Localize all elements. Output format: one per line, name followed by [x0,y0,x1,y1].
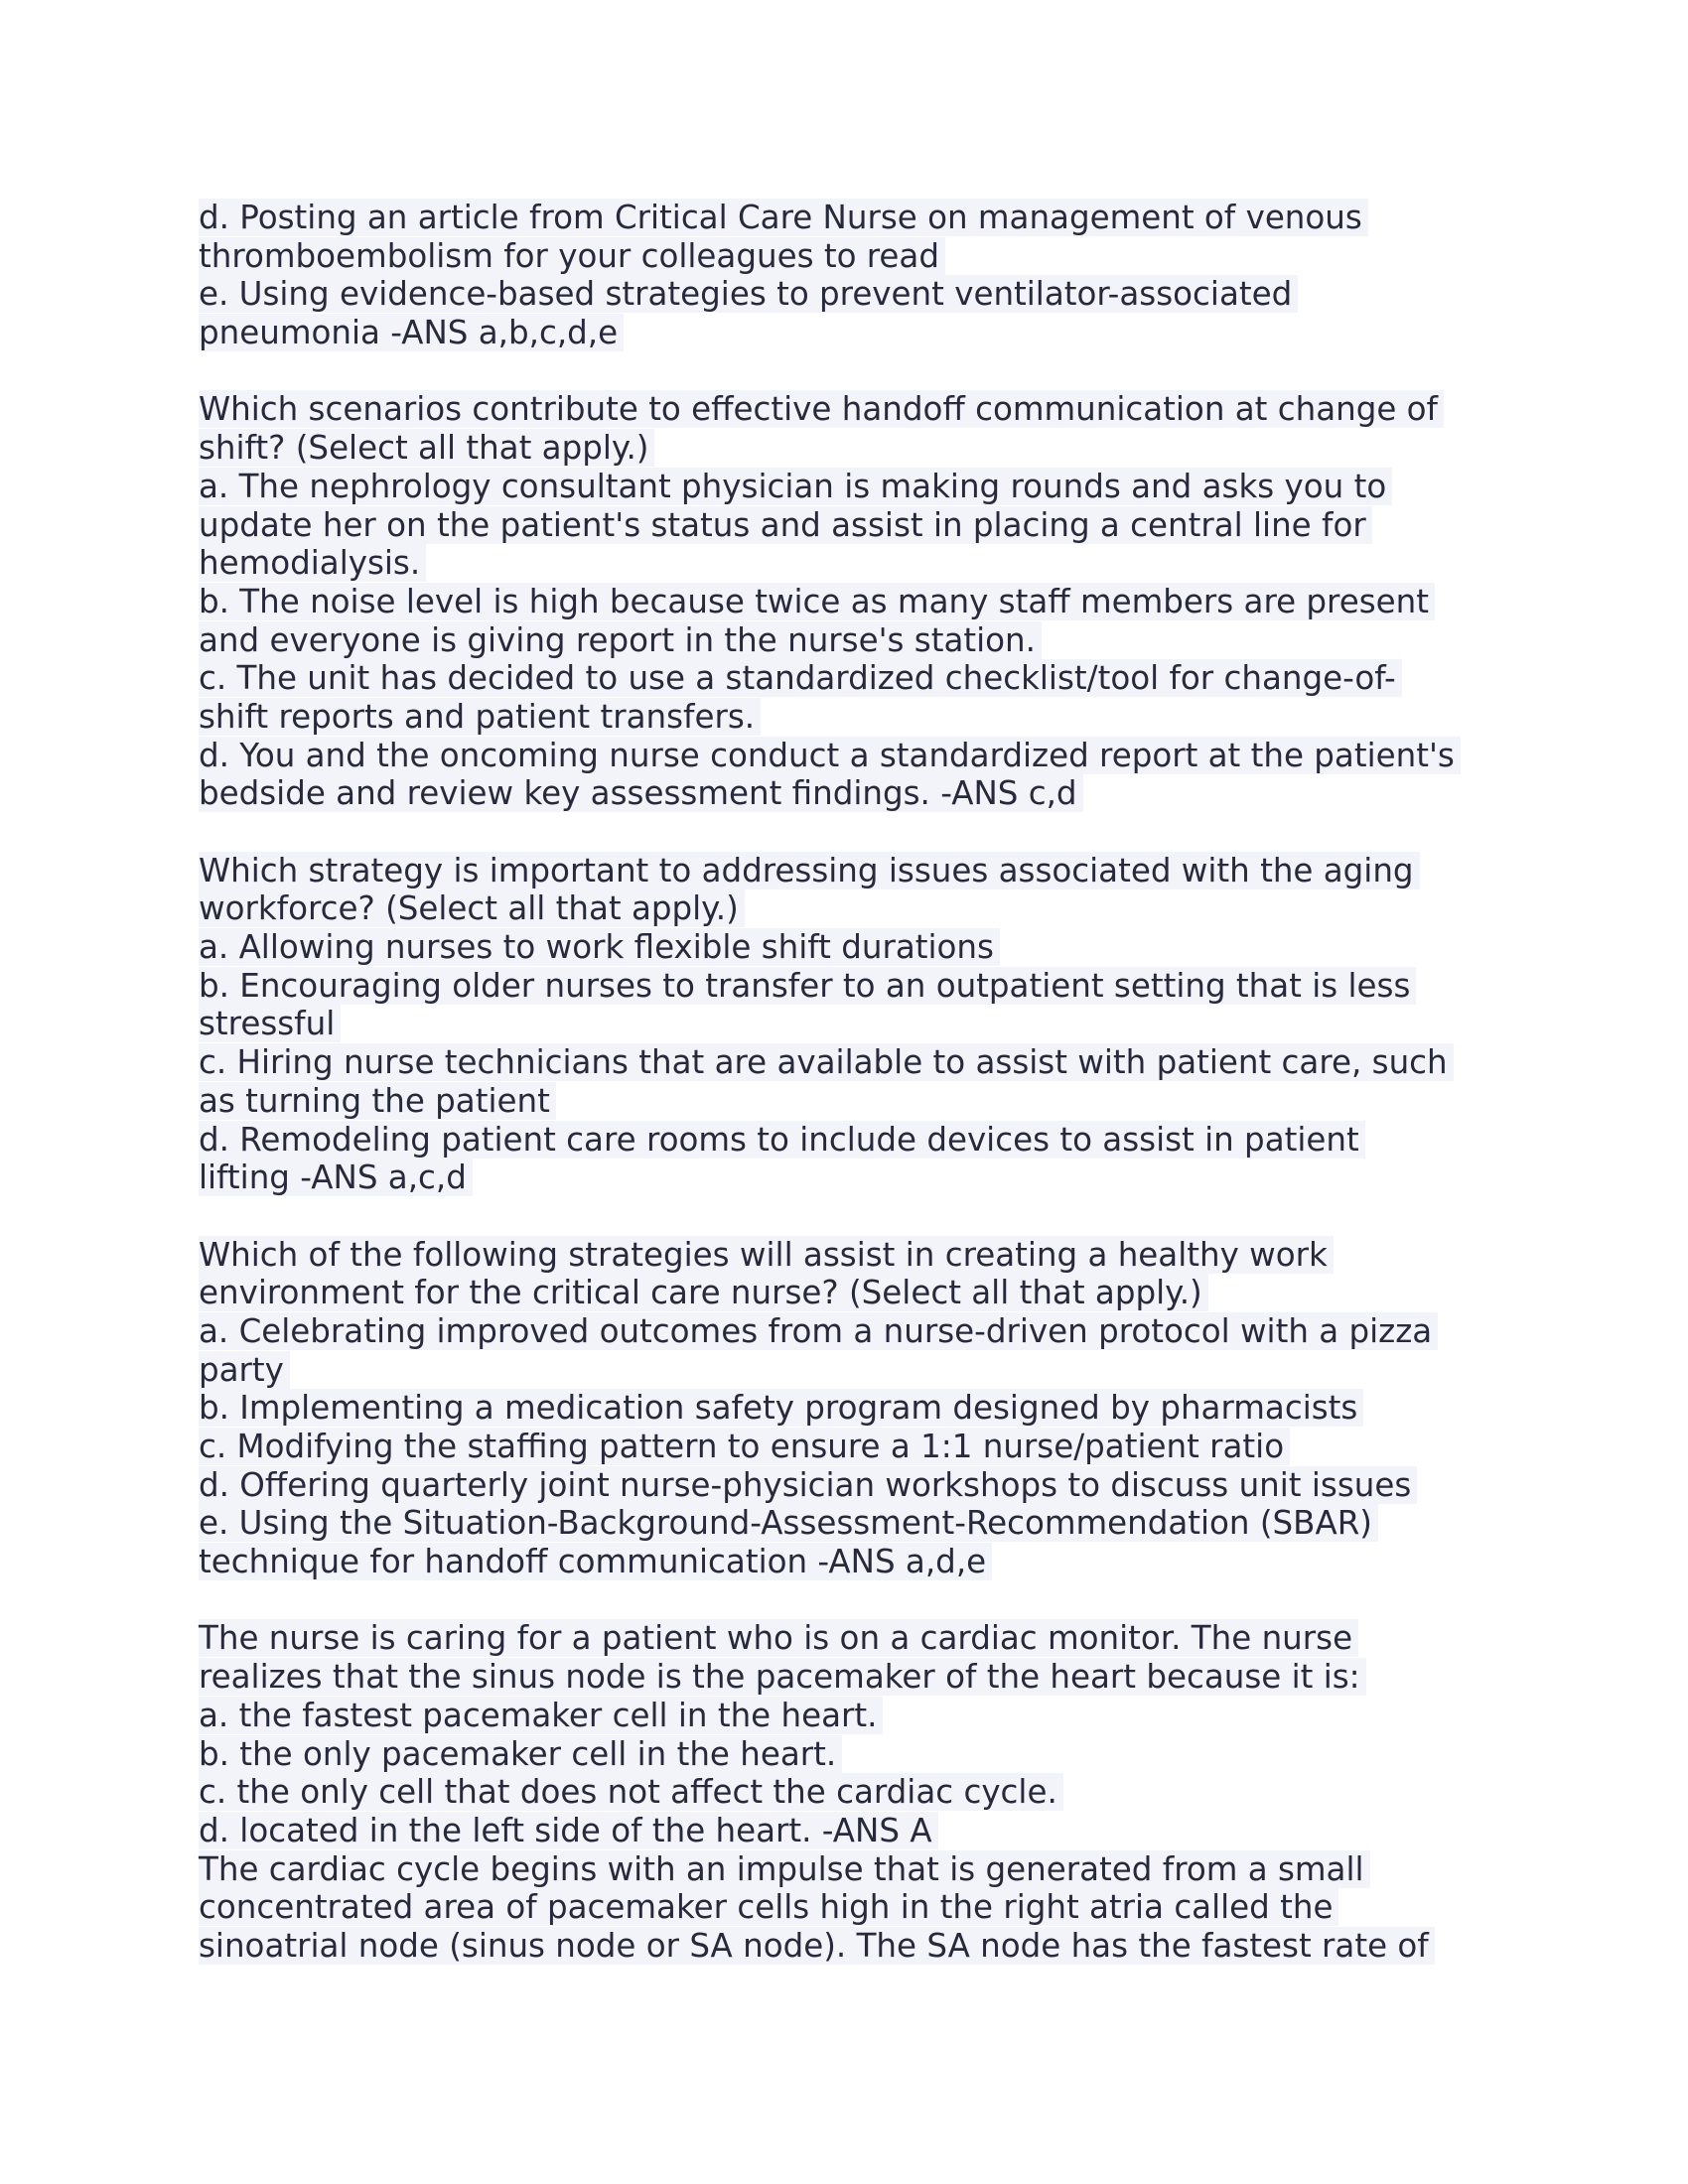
answer-line: technique for handoff communication -ANS a,d,e [199,1543,1509,1581]
answer-line: lifting -ANS a,c,d [199,1159,1509,1197]
option-line: b. Implementing a medication safety program designed by pharmacists [199,1389,1509,1428]
option-line: a. The nephrology consultant physician is making rounds and asks you to [199,468,1509,506]
question-line: The nurse is caring for a patient who is on a cardiac monitor. The nurse [199,1619,1509,1658]
explanation-line: concentrated area of pacemaker cells high in the right atria called the [199,1888,1509,1927]
paragraph-gap [199,1197,1509,1236]
text-line: d. Posting an article from Critical Care Nurse on management of venous [199,199,1509,237]
option-line: c. The unit has decided to use a standardized checklist/tool for change-of- [199,659,1509,698]
option-line: stressful [199,1005,1509,1043]
question-line: Which scenarios contribute to effective handoff communication at change of [199,390,1509,429]
option-line: party [199,1351,1509,1390]
explanation-line: The cardiac cycle begins with an impulse that is generated from a small [199,1850,1509,1889]
text-line: e. Using evidence-based strategies to prevent ventilator-associated [199,275,1509,314]
option-line: e. Using the Situation-Background-Assessment-Recommendation (SBAR) [199,1504,1509,1543]
question-block-5 [199,1619,1509,1965]
paragraph-gap [199,1581,1509,1620]
question-line: workforce? (Select all that apply.) [199,889,1509,928]
paragraph-gap [199,352,1509,391]
option-line: c. Hiring nurse technicians that are available to assist with patient care, such [199,1043,1509,1082]
option-line: and everyone is giving report in the nurse's station. [199,621,1509,660]
question-line: Which of the following strategies will assist in creating a healthy work [199,1236,1509,1275]
option-line: a. the fastest pacemaker cell in the heart. [199,1697,1509,1735]
question-line: environment for the critical care nurse? (Select all that apply.) [199,1274,1509,1312]
text-line: thromboembolism for your colleagues to read [199,237,1509,276]
option-line: update her on the patient's status and assist in placing a central line for [199,506,1509,545]
option-line: b. the only pacemaker cell in the heart. [199,1735,1509,1774]
option-line: d. You and the oncoming nurse conduct a standardized report at the patient's [199,737,1509,775]
document-body [199,199,1509,1966]
option-line: a. Celebrating improved outcomes from a nurse-driven protocol with a pizza [199,1312,1509,1351]
explanation-line: sinoatrial node (sinus node or SA node). The SA node has the fastest rate of [199,1927,1509,1966]
answer-line: pneumonia -ANS a,b,c,d,e [199,314,1509,352]
option-line: hemodialysis. [199,544,1509,583]
question-block-4 [199,1236,1509,1581]
answer-line: bedside and review key assessment findings. -ANS c,d [199,774,1509,813]
option-line: as turning the patient [199,1082,1509,1121]
option-line: c. Modifying the staffing pattern to ensure a 1:1 nurse/patient ratio [199,1428,1509,1466]
question-block-2 [199,390,1509,813]
question-block-1 [199,199,1509,352]
answer-line: d. located in the left side of the heart. -ANS A [199,1812,1509,1850]
option-line: b. The noise level is high because twice as many staff members are present [199,583,1509,621]
option-line: a. Allowing nurses to work flexible shift durations [199,928,1509,967]
option-line: d. Remodeling patient care rooms to include devices to assist in patient [199,1121,1509,1160]
question-line: shift? (Select all that apply.) [199,429,1509,468]
option-line: c. the only cell that does not affect the cardiac cycle. [199,1773,1509,1812]
option-line: d. Offering quarterly joint nurse-physician workshops to discuss unit issues [199,1466,1509,1505]
paragraph-gap [199,813,1509,852]
option-line: shift reports and patient transfers. [199,698,1509,737]
question-block-3 [199,852,1509,1197]
question-line: Which strategy is important to addressing issues associated with the aging [199,852,1509,890]
question-line: realizes that the sinus node is the pacemaker of the heart because it is: [199,1658,1509,1697]
option-line: b. Encouraging older nurses to transfer to an outpatient setting that is less [199,967,1509,1006]
